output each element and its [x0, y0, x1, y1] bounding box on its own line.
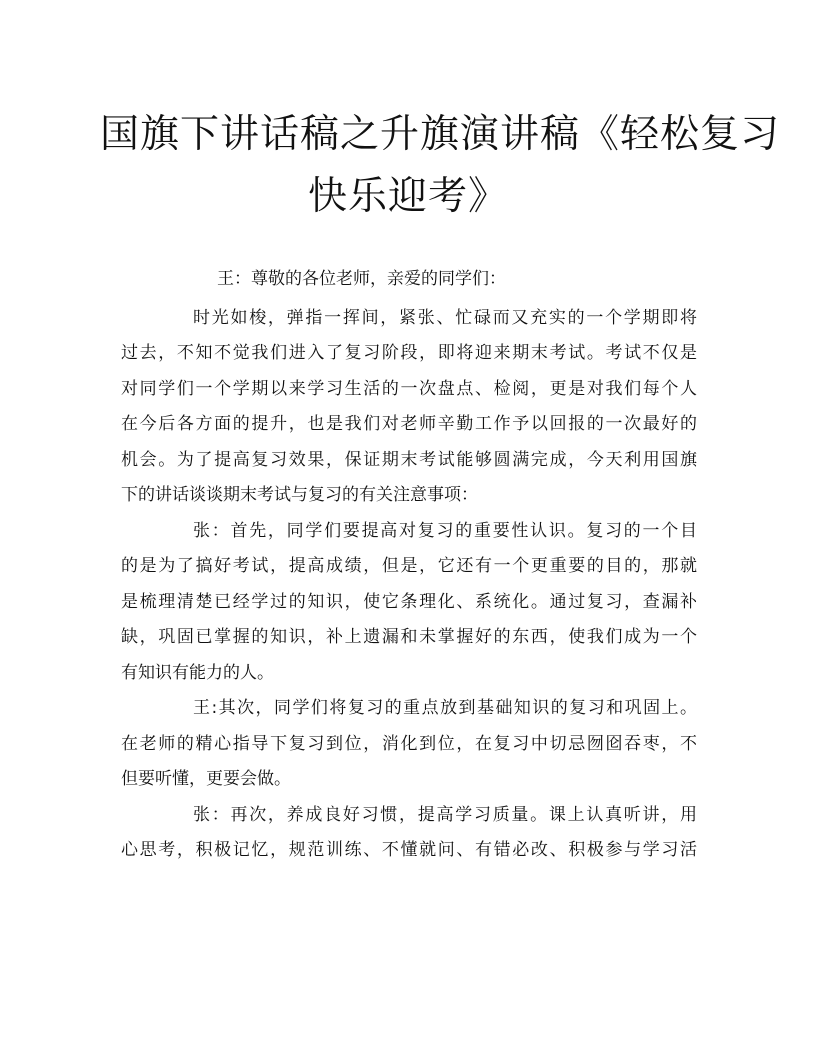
paragraph: [121, 798, 697, 869]
paragraph-line: 王:其次，同学们将复习的重点放到基础知识的复习和巩固上。: [193, 698, 697, 718]
paragraph-line: 在今后各方面的提升，也是我们对老师辛勤工作予以回报的一次最好的: [121, 414, 697, 434]
paragraph: [121, 514, 697, 692]
paragraph-line: 机会。为了提高复习效果，保证期末考试能够圆满完成，今天利用国旗: [121, 449, 697, 470]
paragraph-line: 是梳理清楚已经学过的知识，使它条理化、系统化。通过复习，查漏补: [121, 591, 697, 612]
paragraph-line: 对同学们一个学期以来学习生活的一次盘点、检阅，更是对我们每个人: [121, 378, 697, 399]
paragraph-line: 缺，巩固已掌握的知识，补上遗漏和未掌握好的东西，使我们成为一个: [121, 627, 697, 647]
title-line-1: 国旗下讲话稿之升旗演讲稿《轻松复习: [100, 112, 781, 157]
document-title: [100, 104, 781, 228]
paragraph-line: 在老师的精心指导下复习到位，消化到位，在复习中切忌囫囵吞枣，不: [121, 733, 697, 754]
title-line-2: 快乐迎考》: [307, 174, 508, 219]
paragraph: [121, 301, 697, 514]
document-body: [121, 262, 697, 869]
paragraph-line: 张：再次，养成良好习惯，提高学习质量。课上认真听讲，用: [193, 804, 697, 825]
paragraph-line: 张：首先，同学们要提高对复习的重要性认识。复习的一个目: [193, 520, 697, 541]
paragraph-line: 有知识有能力的人。: [121, 662, 274, 683]
paragraph-line: 过去，不知不觉我们进入了复习阶段，即将迎来期末考试。考试不仅是: [121, 343, 697, 363]
paragraph-line: 心思考，积极记忆，规范训练、不懂就问、有错必改、积极参与学习活: [121, 840, 697, 860]
paragraph-line: 时光如梭，弹指一挥间，紧张、忙碌而又充实的一个学期即将: [193, 307, 697, 328]
paragraph: [121, 691, 697, 798]
paragraph-line: 的是为了搞好考试，提高成绩，但是，它还有一个更重要的目的，那就: [121, 556, 697, 576]
paragraph-line: 但要听懂，更要会做。: [121, 769, 291, 789]
paragraph-line: 下的讲话谈谈期末考试与复习的有关注意事项：: [121, 485, 478, 505]
greeting: 王：尊敬的各位老师，亲爱的同学们：: [217, 269, 506, 289]
